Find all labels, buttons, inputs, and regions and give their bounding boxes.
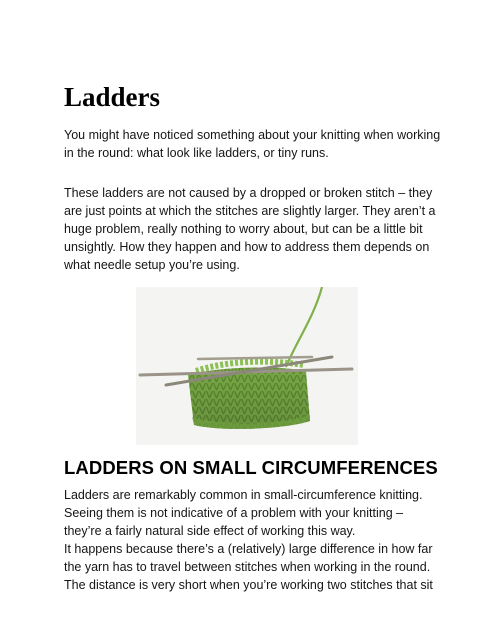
knitting-photo	[136, 287, 358, 445]
small-circumference-paragraph: Ladders are remarkably common in small-circumference knitting. Seeing them is not indicative of a problem with your knitting – they’re a fairly natural side effect of working this way.	[64, 488, 423, 538]
page-title: Ladders	[64, 82, 161, 112]
intro-paragraph: You might have noticed something about your knitting when working in the round: what look like ladders, or tiny runs.	[64, 128, 441, 160]
section-heading: LADDERS ON SMALL CIRCUMFERENCES	[64, 457, 438, 478]
ladders-explanation-paragraph: These ladders are not caused by a dropped or broken stitch – they are just points at which the stitches are slightly larger. They aren’t a huge problem, really nothing to worry about, but can be a little bit unsightly. How they happen and how to address them depends on what needle setup you’re using.	[64, 186, 436, 272]
yarn-distance-paragraph: It happens because there’s a (relatively) large difference in how far the yarn has to travel between stitches when working in the round. The distance is very short when you’re working two stitches that sit	[64, 542, 433, 592]
knitting-illustration	[136, 287, 358, 445]
